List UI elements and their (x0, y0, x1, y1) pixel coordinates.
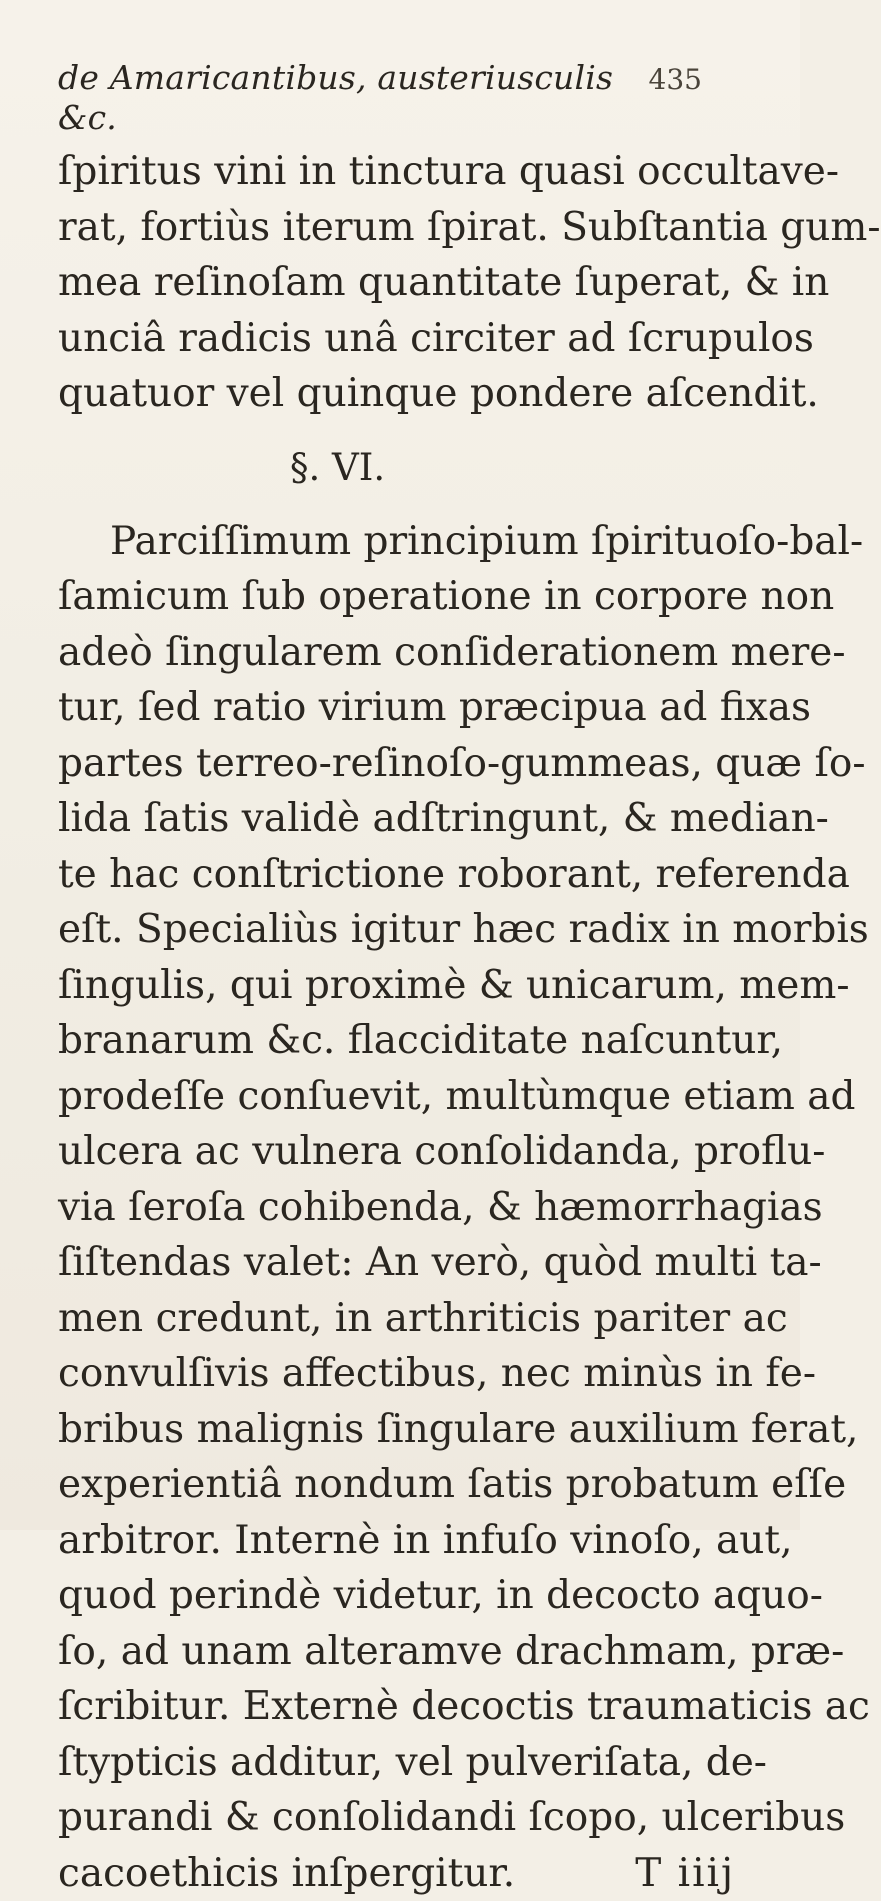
running-head (58, 58, 762, 138)
text-line: ſcribitur. Externè decoctis traumaticis ac (58, 1679, 762, 1735)
text-line: mea reſinoſam quantitate ſuperat, & in (58, 255, 762, 311)
page-number: 435 (649, 60, 702, 100)
text-line: ſo, ad unam alteramve drachmam, præ- (58, 1624, 762, 1680)
text-line: ſtypticis additur, vel pulveriſata, de- (58, 1735, 762, 1791)
text-line: arbitror. Internè in infuſo vinoſo, aut, (58, 1513, 762, 1569)
text-line: ſingulis, qui proximè & unicarum, mem- (58, 958, 762, 1014)
text-line-final (58, 1846, 762, 1901)
text-line: quod perindè videtur, in decocto aquo- (58, 1568, 762, 1624)
paragraph-1 (58, 144, 762, 422)
text-line: tur, ſed ratio virium præcipua ad fixas (58, 680, 762, 736)
text-line: ſamicum ſub operatione in corpore non (58, 569, 762, 625)
text-line: via ſeroſa cohibenda, & hæmorrhagias (58, 1180, 762, 1236)
text-line: purandi & conſolidandi ſcopo, ulceribus (58, 1790, 762, 1846)
final-line-text: cacoethicis inſpergitur. (58, 1851, 515, 1896)
text-line: te hac conſtrictione roborant, referenda (58, 847, 762, 903)
text-line: branarum &c. flacciditate naſcuntur, (58, 1013, 762, 1069)
text-line: eſt. Specialiùs igitur hæc radix in morbis (58, 902, 762, 958)
signature-mark: T iiij (635, 1846, 735, 1901)
text-line: adeò ſingularem conſiderationem mere- (58, 625, 762, 681)
body-text (58, 144, 762, 1901)
text-line: rat, fortiùs iterum ſpirat. Subſtantia gum- (58, 200, 762, 256)
running-title: de Amaricantibus, austeriusculis &c. (58, 58, 649, 138)
text-line: experientiâ nondum ſatis probatum eſſe (58, 1457, 762, 1513)
text-line: ſiſtendas valet: An verò, quòd multi ta- (58, 1235, 762, 1291)
text-line: men credunt, in arthriticis pariter ac (58, 1291, 762, 1347)
text-line: lida ſatis validè adſtringunt, & median- (58, 791, 762, 847)
text-line: ſpiritus vini in tinctura quasi occultave- (58, 144, 762, 200)
paragraph-2 (58, 514, 762, 1901)
text-line: prodeſſe conſuevit, multùmque etiam ad (58, 1069, 762, 1125)
text-line: Parciſſimum principium ſpirituoſo-bal- (58, 514, 762, 570)
text-line: partes terreo-reſinoſo-gummeas, quæ ſo- (58, 736, 762, 792)
text-line: bribus malignis ſingulare auxilium ferat, (58, 1402, 762, 1458)
text-line: ulcera ac vulnera conſolidanda, proflu- (58, 1124, 762, 1180)
text-line: unciâ radicis unâ circiter ad ſcrupulos (58, 311, 762, 367)
text-line: quatuor vel quinque pondere aſcendit. (58, 366, 762, 422)
section-heading: §. VI. (58, 422, 762, 514)
text-line: convulſivis affectibus, nec minùs in fe- (58, 1346, 762, 1402)
